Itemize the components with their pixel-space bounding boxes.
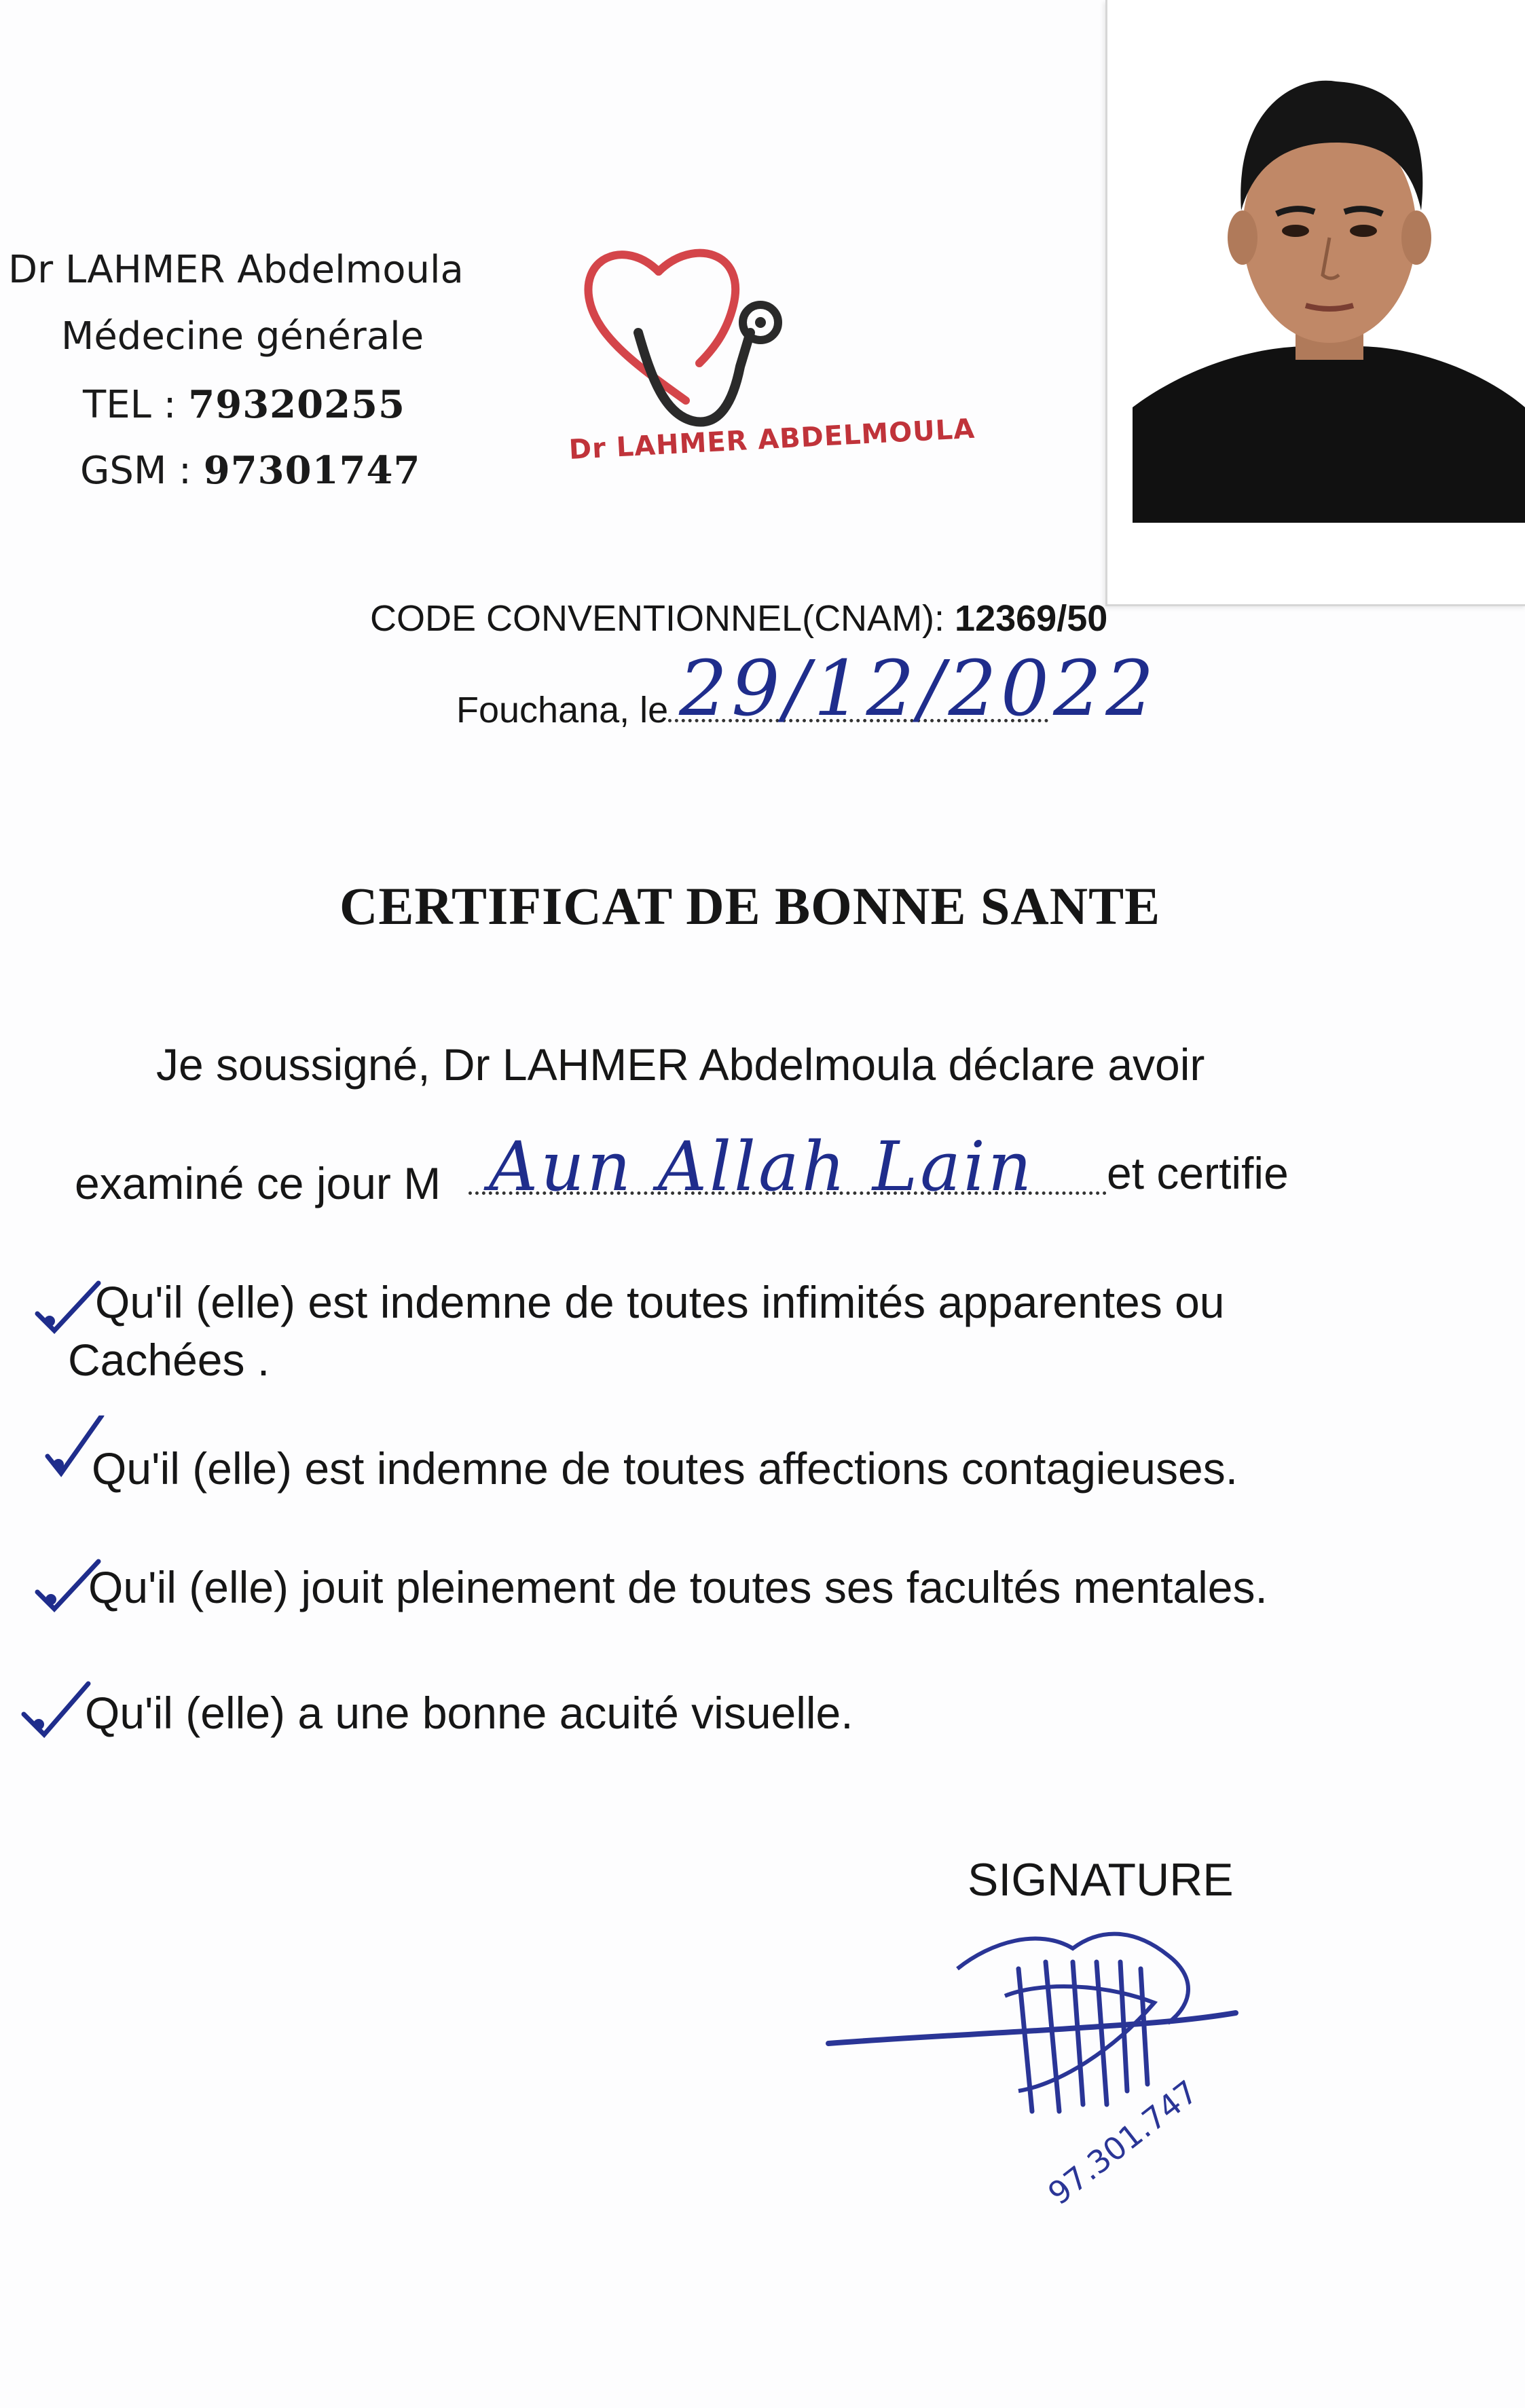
doctor-specialty: Médecine générale — [61, 314, 424, 358]
checklist-item-4: Qu'il (elle) a une bonne acuité visuelle. — [85, 1688, 853, 1738]
patient-name-handwritten: Aun Allah Lain — [489, 1127, 1035, 1206]
gsm-line — [80, 448, 420, 493]
date-prefix: Fouchana, le — [456, 690, 669, 730]
code-conventionnel — [370, 597, 1107, 640]
declaration-line-1: Je soussigné, Dr LAHMER Abdelmoula déclare avoir — [156, 1039, 1205, 1090]
declaration-line-2-suffix: et certifie — [1107, 1148, 1289, 1198]
checklist-item-1-continuation: Cachées . — [68, 1335, 270, 1385]
tel-label: TEL : — [83, 383, 189, 427]
checklist-item-1: Qu'il (elle) est indemne de toutes infimités apparentes ou — [95, 1277, 1225, 1327]
person-portrait-icon — [1133, 27, 1525, 523]
stamp-phone: 97.301.747 — [1041, 2073, 1205, 2212]
code-label: CODE CONVENTIONNEL(CNAM): — [370, 598, 955, 639]
code-value: 12369/50 — [955, 598, 1108, 639]
gsm-value: 97301747 — [203, 448, 421, 493]
tel-value: 79320255 — [188, 382, 405, 427]
date-handwritten: 29/12/2022 — [679, 645, 1158, 733]
signature-stamp — [815, 1887, 1331, 2308]
gsm-label: GSM : — [80, 449, 204, 493]
logo-text: Dr LAHMER ABDELMOULA — [568, 413, 976, 466]
certificate-title: CERTIFICAT DE BONNE SANTE — [339, 876, 1161, 936]
checklist-item-2: Qu'il (elle) est indemne de toutes affections contagieuses. — [92, 1443, 1238, 1494]
doctor-name: Dr LAHMER Abdelmoula — [8, 248, 464, 292]
signature-label: SIGNATURE — [968, 1854, 1234, 1906]
heart-icon — [588, 255, 686, 401]
declaration-line-2-prefix: examiné ce jour M — [75, 1158, 441, 1208]
tel-line — [83, 382, 405, 427]
checkmark-icon — [17, 1677, 92, 1752]
checklist-item-3: Qu'il (elle) jouit pleinement de toutes ses facultés mentales. — [88, 1562, 1268, 1612]
stethoscope-icon — [638, 333, 750, 422]
